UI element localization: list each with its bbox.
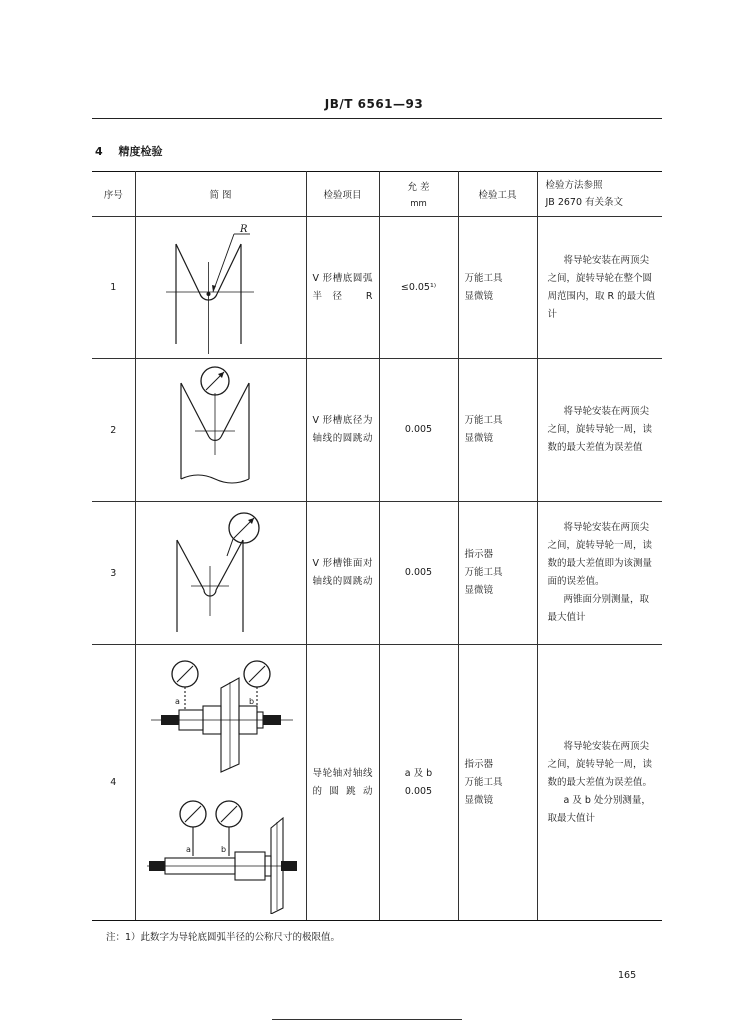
v-groove-cone-runout-sketch bbox=[169, 506, 273, 640]
row-number: 4 bbox=[92, 645, 135, 921]
method-cell bbox=[537, 502, 662, 645]
sketch-cell bbox=[135, 502, 306, 645]
section-number: 4 bbox=[95, 145, 103, 158]
method-text: 将导轮安装在两顶尖之间，旋转导轮一周，读数的最大差值为误差值。 bbox=[547, 740, 653, 788]
header-tolerance-unit: mm bbox=[410, 199, 427, 209]
section-title: 精度检验 bbox=[118, 145, 163, 158]
header-item: 检验项目 bbox=[306, 172, 379, 217]
tool-name: 万能工具 bbox=[464, 567, 503, 578]
tool-name: 万能工具 bbox=[464, 415, 503, 426]
sketch-cell bbox=[135, 645, 306, 921]
row-number: 1 bbox=[92, 217, 135, 359]
inspection-item: V 形槽底径为轴线的圆跳动 bbox=[306, 359, 379, 502]
tool-name: 显微镜 bbox=[464, 585, 494, 596]
v-groove-radius-sketch bbox=[166, 222, 276, 354]
table-row bbox=[92, 359, 662, 502]
method-cell bbox=[537, 645, 662, 921]
scan-artifact-line bbox=[272, 1019, 462, 1020]
header-rule bbox=[92, 118, 662, 119]
method-cell bbox=[537, 217, 662, 359]
point-b-label: b bbox=[248, 696, 254, 706]
tool-name: 显微镜 bbox=[464, 794, 494, 806]
header-tolerance-label: 允 差 bbox=[407, 182, 430, 193]
header-method bbox=[537, 172, 662, 217]
inspection-item: V 形槽底圆弧半径 R bbox=[306, 217, 379, 359]
tolerance-condition: a 及 b bbox=[404, 767, 433, 779]
tool-name: 指示器 bbox=[464, 549, 494, 560]
section-heading bbox=[95, 143, 163, 159]
header-seq: 序号 bbox=[92, 172, 135, 217]
guide-wheel-shaft-runout-sketch bbox=[143, 652, 299, 914]
header-sketch: 简 图 bbox=[135, 172, 306, 217]
tolerance-value: 0.005 bbox=[379, 359, 458, 502]
header-tolerance bbox=[379, 172, 458, 217]
tool-cell bbox=[458, 645, 537, 921]
tolerance-value: 0.005 bbox=[379, 502, 458, 645]
page-number: 165 bbox=[618, 970, 637, 981]
header-tool: 检验工具 bbox=[458, 172, 537, 217]
method-text: 将导轮安装在两顶尖之间，旋转导轮在整个圆周范围内，取 R 的最大值计 bbox=[547, 254, 656, 320]
tolerance-cell bbox=[379, 645, 458, 921]
method-text: a 及 b 处分别测量，取最大值计 bbox=[547, 794, 651, 824]
inspection-table bbox=[92, 171, 662, 921]
method-text: 将导轮安装在两顶尖之间，旋转导轮一周，读数的最大差值为误差值 bbox=[547, 406, 653, 453]
tolerance-value: ≤0.05¹⁾ bbox=[379, 217, 458, 359]
tool-cell bbox=[458, 502, 537, 645]
method-text: 将导轮安装在两顶尖之间，旋转导轮一周，读数的最大差值即为该测量面的误差值。 bbox=[547, 522, 653, 587]
tool-name: 万能工具 bbox=[464, 272, 503, 284]
header-method-line1: 检验方法参照 bbox=[545, 180, 603, 191]
tool-cell bbox=[458, 359, 537, 502]
row-number: 2 bbox=[92, 359, 135, 502]
table-row bbox=[92, 645, 662, 921]
tool-name: 万能工具 bbox=[464, 776, 503, 788]
inspection-item: 导轮轴对轴线的圆跳动 bbox=[306, 645, 379, 921]
table-row bbox=[92, 502, 662, 645]
point-b-label: b bbox=[220, 844, 226, 854]
table-row bbox=[92, 217, 662, 359]
header-method-line2: JB 2670 有关条文 bbox=[545, 197, 624, 208]
standard-number: JB/T 6561—93 bbox=[324, 97, 424, 111]
point-a-label: a bbox=[174, 696, 180, 706]
point-a-label: a bbox=[185, 844, 191, 854]
inspection-item: V 形槽锥面对轴线的圆跳动 bbox=[306, 502, 379, 645]
radius-label: R bbox=[239, 223, 248, 235]
method-cell bbox=[537, 359, 662, 502]
table-header-row bbox=[92, 172, 662, 217]
tool-name: 指示器 bbox=[464, 758, 494, 770]
footnote: 注：1）此数字为导轮底圆弧半径的公称尺寸的极限值。 bbox=[106, 932, 341, 943]
tool-name: 显微镜 bbox=[464, 433, 494, 444]
sketch-cell bbox=[135, 359, 306, 502]
tool-name: 显微镜 bbox=[464, 290, 494, 302]
method-text: 两锥面分别测量，取最大值计 bbox=[547, 594, 650, 623]
tolerance-value: 0.005 bbox=[404, 785, 433, 797]
sketch-cell bbox=[135, 217, 306, 359]
v-groove-bottom-runout-sketch bbox=[171, 363, 271, 497]
tool-cell bbox=[458, 217, 537, 359]
row-number: 3 bbox=[92, 502, 135, 645]
